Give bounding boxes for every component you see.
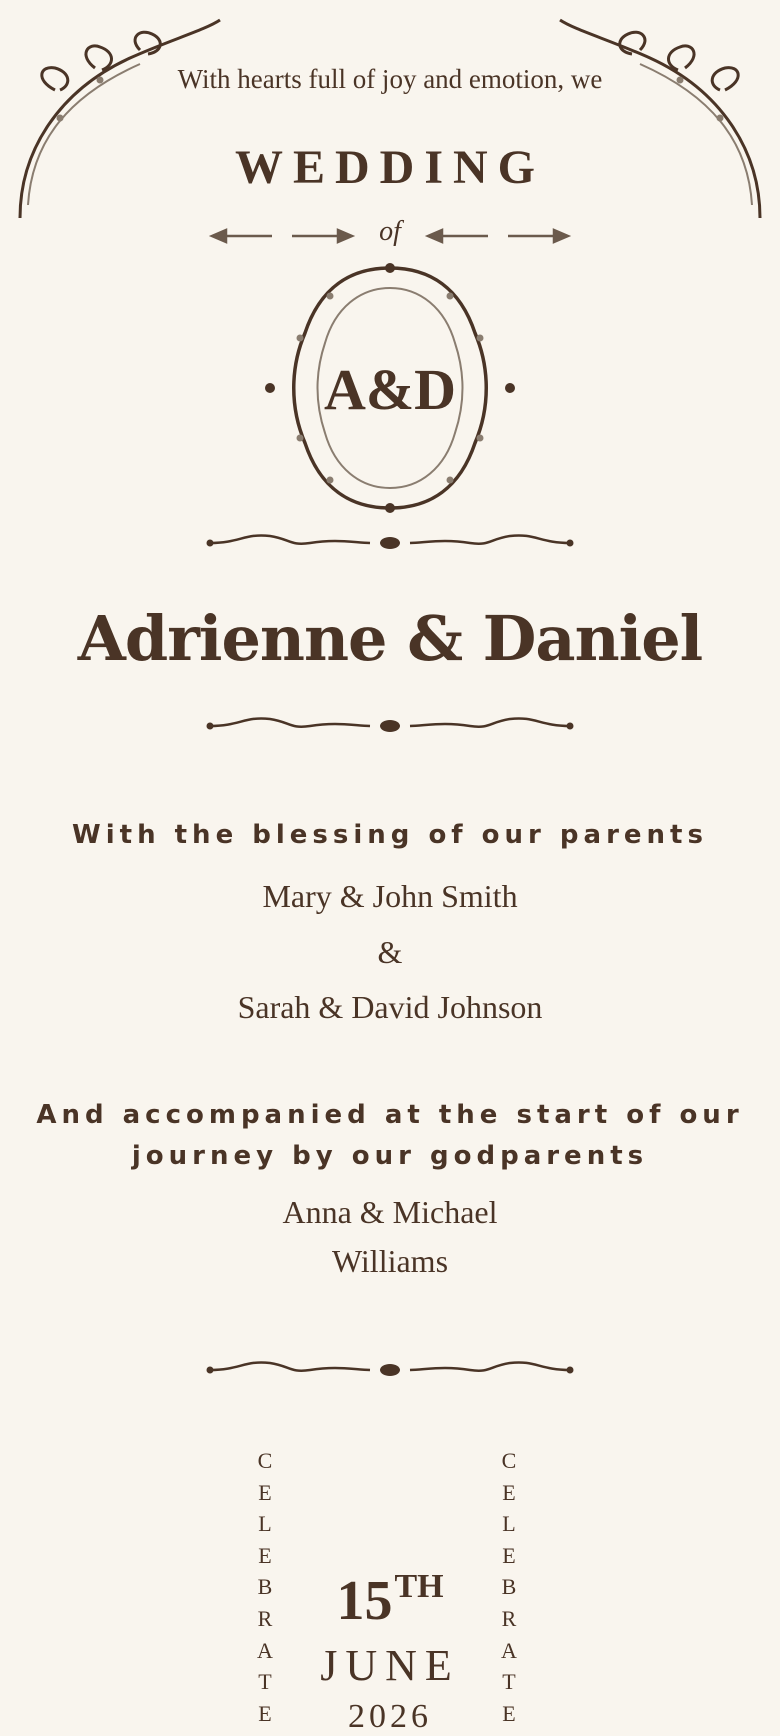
celebrate-letter: B: [257, 1574, 273, 1600]
parents-label: With the blessing of our parents: [72, 820, 708, 850]
celebrate-letter: E: [258, 1542, 272, 1568]
day-number: 15: [336, 1570, 393, 1632]
wedding-title: WEDDING: [234, 141, 546, 194]
date-day: [0, 1568, 780, 1633]
date-month: JUNE: [320, 1641, 460, 1690]
corner-ornament-left-icon: [0, 0, 230, 230]
of-text: of: [379, 216, 401, 247]
corner-ornament-right-icon: [550, 0, 780, 230]
couple-names: Adrienne & Daniel: [77, 602, 703, 675]
celebrate-letter: R: [257, 1605, 273, 1631]
celebrate-letter: C: [257, 1448, 273, 1473]
day-suffix: TH: [394, 1568, 444, 1605]
flourish-divider-icon: [200, 1355, 580, 1385]
date-year: 2026: [348, 1698, 432, 1735]
celebrate-letter: L: [258, 1511, 272, 1537]
parents-separator: &: [377, 934, 403, 970]
celebrate-letter: E: [502, 1479, 516, 1505]
monogram: A&D: [323, 357, 457, 422]
parents-second: Sarah & David Johnson: [237, 989, 543, 1025]
godparents-name-line2: Williams: [331, 1243, 449, 1279]
celebrate-letter: E: [258, 1479, 272, 1505]
celebrate-letter: E: [502, 1542, 516, 1568]
godparents-name-line1: Anna & Michael: [282, 1194, 498, 1230]
flourish-divider-icon: [200, 528, 580, 558]
celebrate-letter: E: [502, 1700, 516, 1726]
celebrate-letter: R: [501, 1605, 517, 1631]
flourish-divider-icon: [200, 711, 580, 741]
celebrate-letter: A: [257, 1637, 273, 1663]
celebrate-letter: C: [501, 1448, 517, 1473]
celebrate-letter: L: [502, 1511, 516, 1537]
celebrate-letter: T: [502, 1669, 516, 1695]
celebrate-letter: B: [501, 1574, 517, 1600]
celebrate-letter: A: [501, 1637, 517, 1663]
godparents-label-line2: journey by our godparents: [131, 1141, 649, 1171]
celebrate-letter: E: [258, 1700, 272, 1726]
intro-text: With hearts full of joy and emotion, we: [177, 64, 603, 94]
godparents-label-line1: And accompanied at the start of our: [36, 1100, 744, 1130]
celebrate-letter: T: [258, 1669, 272, 1695]
parents-first: Mary & John Smith: [262, 878, 518, 914]
